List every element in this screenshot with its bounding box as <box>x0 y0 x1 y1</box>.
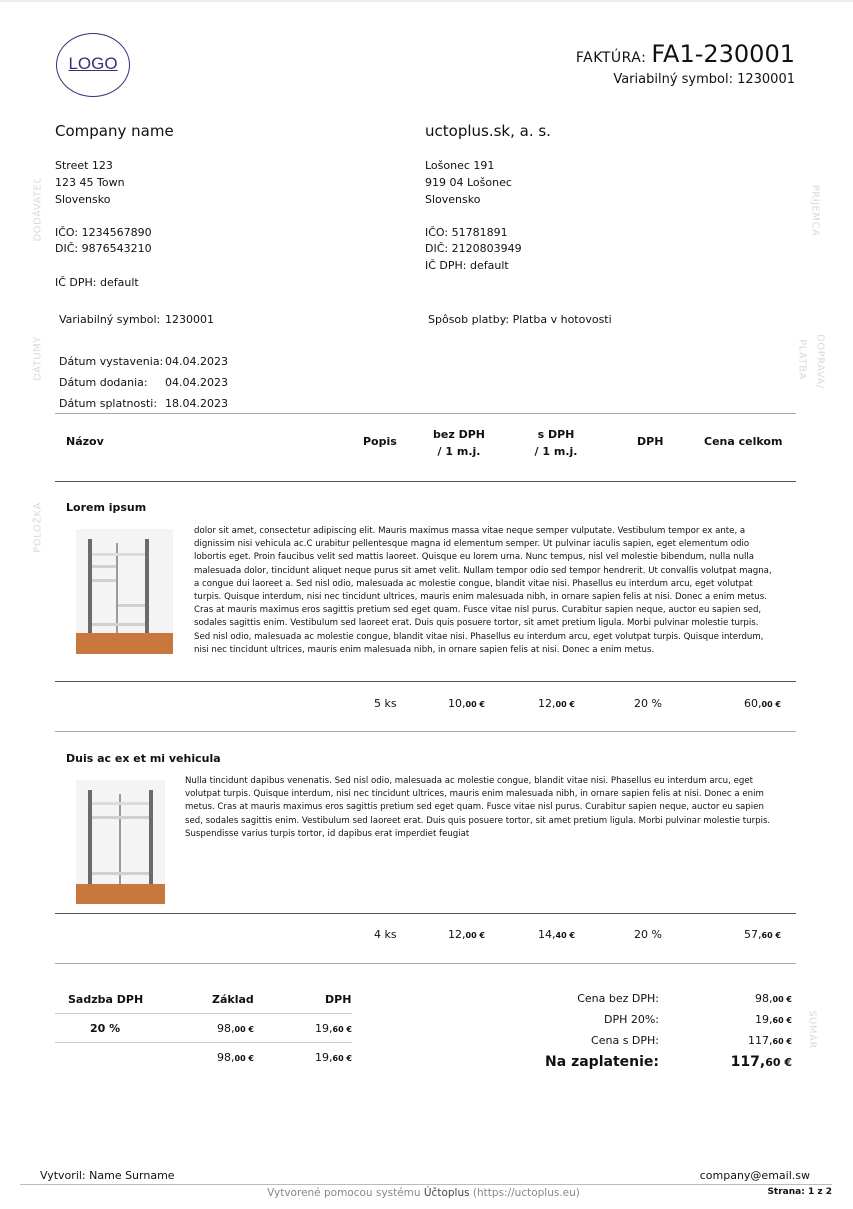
vat-header-base: Základ <box>212 993 254 1006</box>
total-net-value <box>700 992 792 1005</box>
amount-dec: 00 € <box>761 700 781 709</box>
date-issued: 04.04.2023 <box>165 355 228 368</box>
date-due-label: Dátum splatnosti: <box>59 397 158 410</box>
item-gross-price <box>510 928 575 941</box>
supplier-ico: IČO: 1234567890 <box>55 226 152 239</box>
item-name: Duis ac ex et mi vehicula <box>66 752 221 765</box>
divider <box>55 1013 352 1014</box>
side-label-items: POLOŽKA <box>32 502 44 553</box>
item-qty: 4 ks <box>374 928 397 941</box>
amount-dec: 60 € <box>761 931 781 940</box>
date-delivery-label: Dátum dodania: <box>59 376 148 389</box>
vs-label: Variabilný symbol: <box>59 313 161 326</box>
amount-dec: 60 € <box>332 1054 352 1063</box>
amount-due-value <box>690 1054 792 1070</box>
supplier-street: Street 123 <box>55 159 113 172</box>
col-header-desc: Popis <box>363 435 397 448</box>
generated-suffix: (https://uctoplus.eu) <box>469 1187 580 1199</box>
vat-header-vat: DPH <box>325 993 352 1006</box>
amount-int: 98, <box>217 1022 235 1035</box>
generated-by <box>0 1187 847 1199</box>
amount-dec: 00 € <box>465 931 485 940</box>
header-variable-symbol: Variabilný symbol: 1230001 <box>613 72 795 87</box>
item-name: Lorem ipsum <box>66 501 147 514</box>
amount-dec: 60 € <box>772 1037 792 1046</box>
supplier-country: Slovensko <box>55 193 111 206</box>
date-issued-label: Dátum vystavenia: <box>59 355 164 368</box>
recipient-country: Slovensko <box>425 193 481 206</box>
wardrobe-image <box>76 780 165 904</box>
recipient-dic: DIČ: 2120803949 <box>425 242 522 255</box>
supplier-city: 123 45 Town <box>55 176 125 189</box>
vat-amount <box>290 1022 352 1035</box>
footer-email: company@email.sw <box>699 1169 810 1182</box>
item-description: dolor sit amet, consectetur adipiscing elit. Mauris maximus massa vitae neque semper vulputate. Vestibulum tempor ex ante, a dignissim nisi vehicula ac.C urabitur pellentesque magna id elementum semper. Ut pulvinar iaculis sapien, eget elementum odio lobortis eget. Proin faucibus velit sed mattis laoreet. Quisque eu lorem urna. Nunc tempus, nisl vel molestie bibendum, nulla nulla malesuada dolor, tincidunt aliquet neque purus sit amet velit. Nullam tempor odio sed tempor hendrerit. Ut convallis volutpat magna, a congue dui laoreet a. Sed nisl odio, malesuada ac molestie congue, blandit vitae nisi. Phasellus eu interdum arcu, eget volutpat turpis. Quisque interdum, nisi nec tincidunt ultrices, mauris enim malesuada nibh, in ornare sapien felis at nisi. Donec a enim metus. Cras at mauris maximus eros sagittis pretium sed eget quam. Fusce vitae nisl purus. Curabitur sapien neque, auctor eu sapien sed, sodales sagittis enim. Vestibulum sed laoreet erat. Duis quis posuere tortor, sit amet pretium ligula. Morbi pulvinar molestie turpis. Sed nisl odio, malesuada ac molestie congue, blandit vitae nisi. Phasellus eu interdum arcu, eget volutpat turpis. Quisque interdum, nisi nec tincidunt ultrices, mauris enim malesuada nibh, in ornare sapien felis at nisi. Donec a enim metus. <box>194 526 772 655</box>
logo-text: LOGO <box>68 54 118 73</box>
amount-int: 98, <box>217 1051 235 1064</box>
created-by: Vytvoril: Name Surname <box>40 1169 175 1182</box>
side-label-dates: DÁTUMY <box>32 336 44 381</box>
supplier-name: Company name <box>55 122 174 140</box>
divider <box>55 731 796 732</box>
divider <box>55 681 796 682</box>
divider <box>55 413 796 414</box>
amount-dec: 60 € <box>765 1056 792 1069</box>
amount-dec: 00 € <box>465 700 485 709</box>
recipient-icdph: IČ DPH: default <box>425 259 509 272</box>
side-label-transport: DOPRAVA/ <box>814 334 826 389</box>
col-header-net-line1: bez DPH <box>433 428 485 441</box>
page-number: Strana: 1 z 2 <box>767 1187 832 1197</box>
vat-header-rate: Sadzba DPH <box>68 993 144 1006</box>
vat-sum-base <box>190 1051 254 1064</box>
item-net-price <box>420 697 485 710</box>
col-header-net-line2: / 1 m.j. <box>437 445 481 458</box>
amount-int: 19, <box>315 1051 333 1064</box>
amount-dec: 00 € <box>234 1054 254 1063</box>
amount-int: 19, <box>315 1022 333 1035</box>
amount-dec: 00 € <box>555 700 575 709</box>
vat-sum-amount <box>290 1051 352 1064</box>
recipient-ico: IČO: 51781891 <box>425 226 508 239</box>
recipient-city: 919 04 Lošonec <box>425 176 512 189</box>
amount-int: 12, <box>538 697 556 710</box>
amount-int: 60, <box>744 697 762 710</box>
vat-rate: 20 % <box>90 1022 121 1035</box>
divider <box>20 1184 832 1185</box>
amount-dec: 00 € <box>234 1025 254 1034</box>
item-total <box>700 697 781 710</box>
invoice-title <box>576 40 795 68</box>
side-label-summary: SUMÁR <box>806 1010 818 1049</box>
total-vat-label: DPH 20%: <box>603 1013 659 1026</box>
divider <box>55 963 796 964</box>
side-label-supplier: DODÁVATEĽ <box>32 177 44 242</box>
item-vat: 20 % <box>634 697 662 710</box>
item-description: Nulla tincidunt dapibus venenatis. Sed nisl odio, malesuada ac molestie congue, blandit vitae nisi. Phasellus eu interdum arcu, eget volutpat turpis. Quisque interdum, nisi nec tincidunt ultrices, mauris enim malesuada nibh, in ornare sapien felis at nisi. Donec a enim metus. Cras at mauris maximus eros sagittis pretium sed eget quam. Fusce vitae nisl purus. Curabitur sapien neque, auctor eu sapien sed, sodales sagittis enim. Vestibulum sed laoreet erat. Duis quis posuere tortor, sit amet pretium ligula. Morbi pulvinar molestie turpis. Suspendisse varius turpis tortor, id dapibus erat imperdiet feugiat <box>185 776 771 839</box>
generated-prefix: Vytvorené pomocou systému <box>267 1187 424 1199</box>
col-header-vat: DPH <box>637 435 664 448</box>
amount-due-label: Na zaplatenie: <box>545 1054 659 1070</box>
item-qty: 5 ks <box>374 697 397 710</box>
total-gross-value <box>700 1034 792 1047</box>
amount-int: 10, <box>448 697 466 710</box>
item-gross-price <box>510 697 575 710</box>
col-header-gross-line1: s DPH <box>537 428 575 441</box>
vat-base <box>190 1022 254 1035</box>
invoice-number: FA1-230001 <box>651 40 795 68</box>
amount-int: 98, <box>755 992 773 1005</box>
recipient-name: uctoplus.sk, a. s. <box>425 122 551 140</box>
supplier-icdph: IČ DPH: default <box>55 276 139 289</box>
amount-dec: 60 € <box>772 1016 792 1025</box>
vs-value: 1230001 <box>165 313 214 326</box>
divider <box>55 913 796 914</box>
date-delivery: 04.04.2023 <box>165 376 228 389</box>
col-header-gross <box>521 426 591 460</box>
amount-int: 12, <box>448 928 466 941</box>
date-due: 18.04.2023 <box>165 397 228 410</box>
side-label-payment: PLATBA <box>796 339 808 380</box>
item-vat: 20 % <box>634 928 662 941</box>
supplier-dic: DIČ: 9876543210 <box>55 242 152 255</box>
col-header-total: Cena celkom <box>704 435 783 448</box>
amount-int: 57, <box>744 928 762 941</box>
side-label-recipient: PRÍJEMCA <box>809 184 821 237</box>
total-net-label: Cena bez DPH: <box>577 992 659 1005</box>
item-total <box>700 928 781 941</box>
amount-dec: 40 € <box>555 931 575 940</box>
divider <box>55 481 796 482</box>
payment-method: Spôsob platby: Platba v hotovosti <box>428 313 612 326</box>
col-header-gross-line2: / 1 m.j. <box>534 445 578 458</box>
company-logo <box>56 33 130 97</box>
divider <box>55 1042 352 1043</box>
generated-brand: Účtoplus <box>423 1187 470 1199</box>
page-top-edge <box>0 0 853 2</box>
item-net-price <box>420 928 485 941</box>
wardrobe-image <box>76 529 173 654</box>
amount-dec: 00 € <box>772 995 792 1004</box>
total-vat-value <box>700 1013 792 1026</box>
amount-int: 117, <box>730 1054 766 1070</box>
col-header-name: Názov <box>66 435 104 448</box>
amount-int: 14, <box>538 928 556 941</box>
amount-dec: 60 € <box>332 1025 352 1034</box>
total-gross-label: Cena s DPH: <box>591 1034 659 1047</box>
amount-int: 19, <box>755 1013 773 1026</box>
col-header-net <box>424 426 494 460</box>
recipient-street: Lošonec 191 <box>425 159 495 172</box>
invoice-label: FAKTÚRA: <box>575 50 647 66</box>
amount-int: 117, <box>748 1034 773 1047</box>
